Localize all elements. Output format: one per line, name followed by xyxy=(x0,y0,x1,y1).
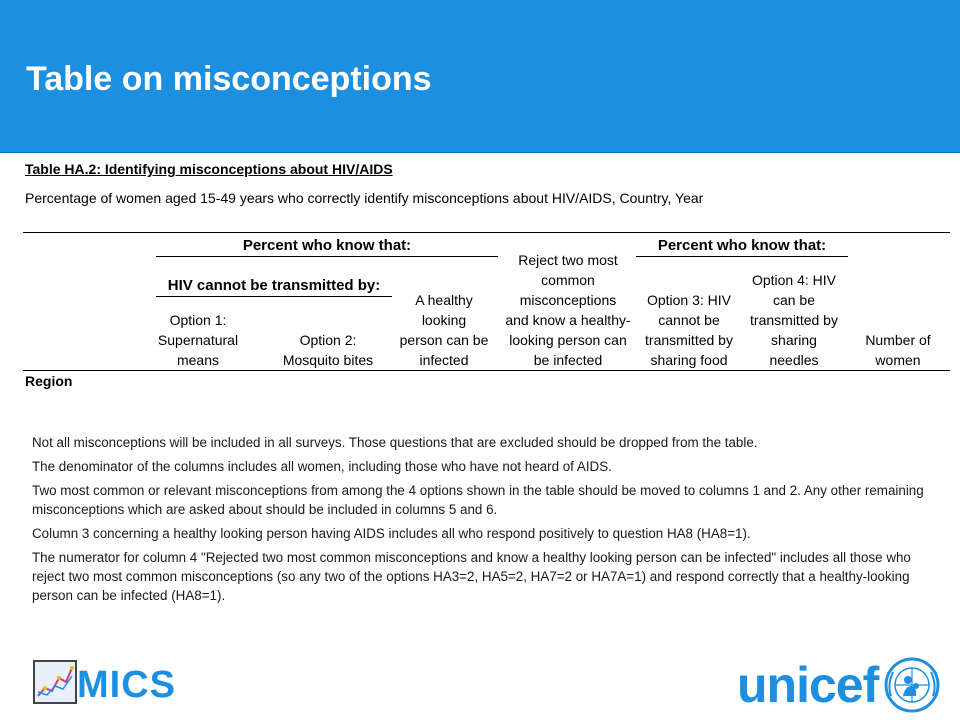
col-header-line: Supernatural xyxy=(157,332,239,348)
col-header-line: Option 4: HIV xyxy=(751,272,837,288)
col-header-line: Reject two most xyxy=(518,252,618,268)
col-header-line: needles xyxy=(769,352,819,368)
col-header-line: Option 2: xyxy=(299,332,357,348)
col-header-healthy-looking xyxy=(390,290,498,370)
col-header-line: A healthy xyxy=(415,292,473,308)
col-header-line: misconceptions xyxy=(519,292,617,308)
col-header-reject-two xyxy=(496,250,640,370)
unicef-logo xyxy=(737,654,957,716)
mics-logo-text: MICS xyxy=(77,664,176,706)
title-bar xyxy=(0,0,960,153)
col-header-line: person can be xyxy=(399,332,489,348)
col-header-line: be infected xyxy=(533,352,603,368)
col-header-line: means xyxy=(176,352,220,368)
col-header-line: Number of xyxy=(865,332,931,348)
col-header-line: cannot be xyxy=(658,312,720,328)
row-label-region: Region xyxy=(25,373,73,389)
col-header-option1 xyxy=(156,310,240,370)
group-header-sub: HIV cannot be transmitted by: xyxy=(167,277,381,294)
col-header-line: transmitted by xyxy=(750,312,838,328)
col-header-line: transmitted by xyxy=(645,332,733,348)
col-header-line: women xyxy=(875,352,921,368)
note-paragraph: The denominator of the columns includes all women, including those who have not heard of AIDS. xyxy=(32,459,612,474)
col-header-line: Option 3: HIV xyxy=(646,292,732,308)
mics-logo xyxy=(33,660,176,710)
unicef-logo-text: unicef xyxy=(737,657,879,713)
col-header-line: sharing food xyxy=(650,352,728,368)
group-left-rule xyxy=(156,256,498,257)
notes xyxy=(32,433,932,610)
group-sub-rule xyxy=(156,296,392,297)
note-paragraph: The numerator for column 4 "Rejected two most common misconceptions and know a healthy looking person can be infected" includes all those who reject two most common misconceptions (so any two of the options HA3=2, HA5=2, HA7=2 or HA7A=1) and respond correctly that a healthy-looking person can be infected (HA8=1). xyxy=(32,550,911,603)
col-header-line: sharing xyxy=(771,332,817,348)
col-header-line: can be xyxy=(772,292,816,308)
col-header-line: Mosquito bites xyxy=(282,352,374,368)
col-header-line: and know a healthy- xyxy=(505,312,631,328)
slide-title: Table on misconceptions xyxy=(26,60,432,98)
chart-icon xyxy=(33,660,77,704)
col-header-line: Option 1: xyxy=(169,312,227,328)
col-header-line: looking xyxy=(421,312,467,328)
table-title: Table HA.2: Identifying misconceptions about HIV/AIDS xyxy=(25,161,393,177)
note-paragraph: Not all misconceptions will be included in all surveys. Those questions that are excluded should be dropped from the table. xyxy=(32,435,758,450)
col-header-line: looking person can xyxy=(509,332,627,348)
note-paragraph: Two most common or relevant misconceptions from among the 4 options shown in the table should be moved to columns 1 and 2. Any other remaining misconceptions which are asked about should be included in columns 5 and 6. xyxy=(32,483,924,517)
col-header-number-of-women xyxy=(852,330,944,370)
group-header-right: Percent who know that: xyxy=(657,237,827,254)
table-top-rule xyxy=(23,232,950,233)
col-header-option3 xyxy=(636,290,742,370)
col-header-option2 xyxy=(272,330,384,370)
col-header-line: infected xyxy=(419,352,469,368)
col-header-line: common xyxy=(541,272,595,288)
table-bottom-rule xyxy=(23,370,950,371)
note-paragraph: Column 3 concerning a healthy looking person having AIDS includes all who respond positively to question HA8 (HA8=1). xyxy=(32,526,751,541)
col-header-option4 xyxy=(738,270,850,370)
group-header-left: Percent who know that: xyxy=(242,237,412,254)
table-subtitle: Percentage of women aged 15-49 years who correctly identify misconceptions about HIV/AIDS, Country, Year xyxy=(25,190,704,206)
group-right-rule xyxy=(636,256,848,257)
un-emblem-icon xyxy=(883,656,941,714)
